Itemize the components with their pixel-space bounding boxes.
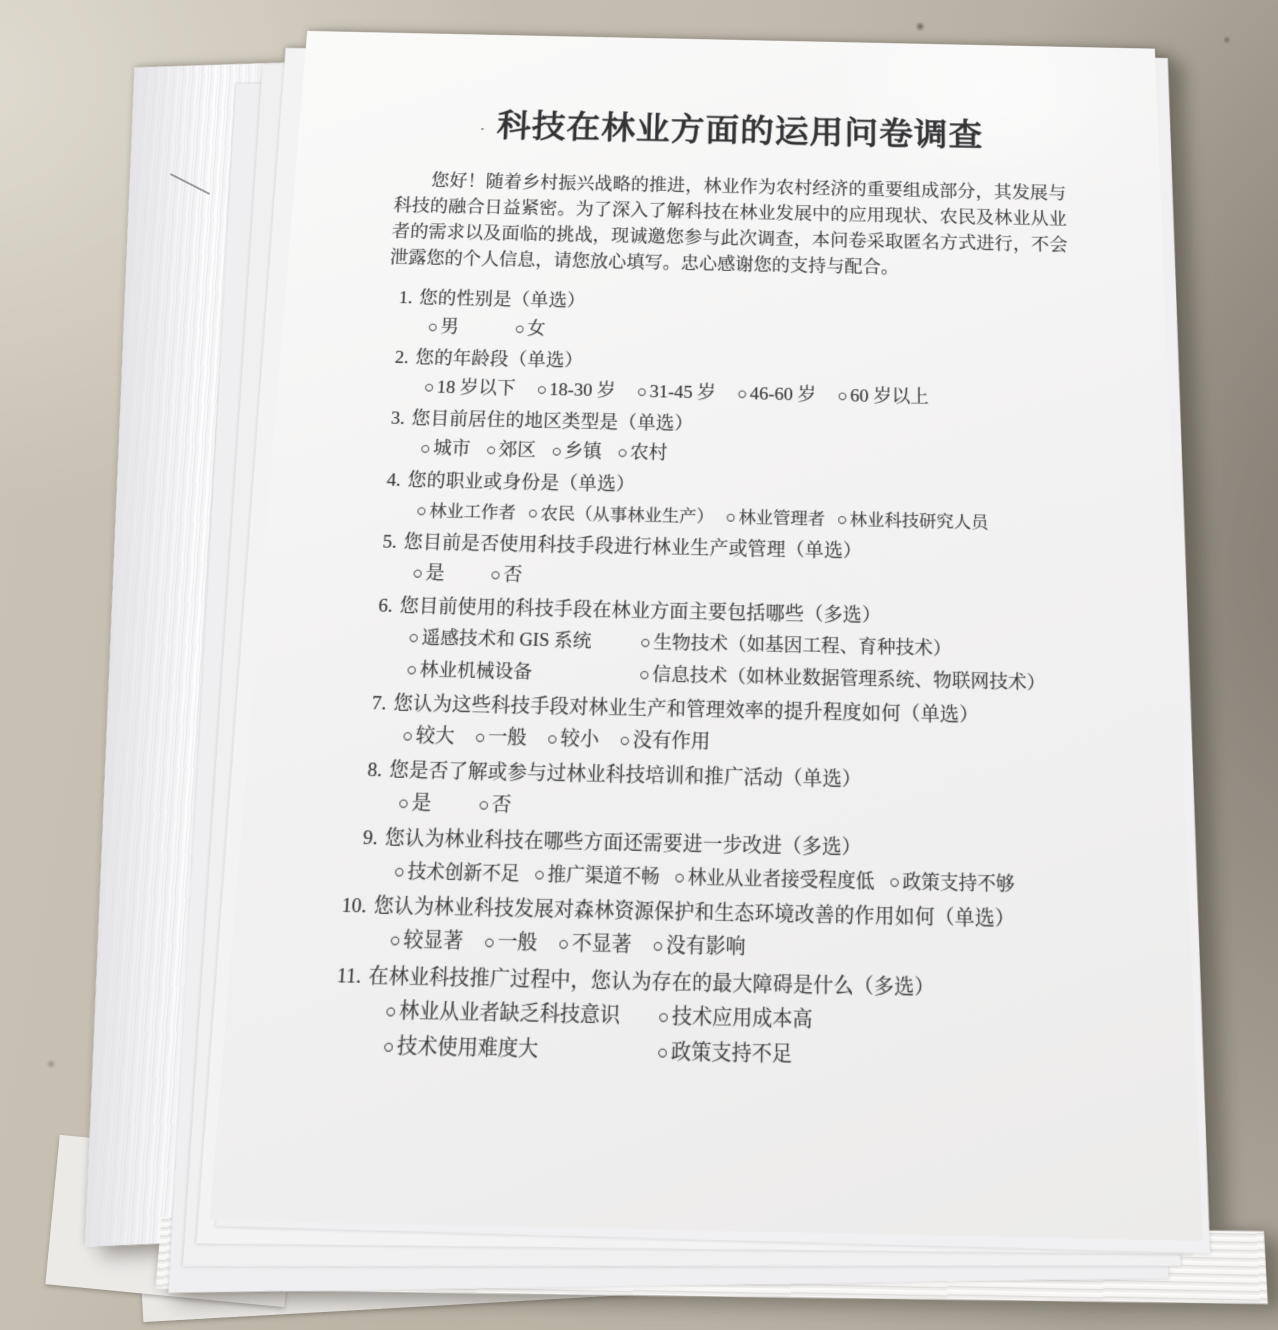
option-label: 技术创新不足 xyxy=(406,860,521,885)
option-label: 郊区 xyxy=(498,439,537,461)
question-number: 8. xyxy=(366,759,383,782)
question-list xyxy=(335,285,1090,1077)
paper-stack xyxy=(209,31,1203,1241)
option xyxy=(485,436,536,465)
option xyxy=(674,862,875,896)
option-label: 较小 xyxy=(559,728,600,751)
option xyxy=(725,503,825,532)
question-item xyxy=(343,891,1087,970)
option-label: 是 xyxy=(424,562,446,584)
question-number: 7. xyxy=(371,692,388,715)
question-item xyxy=(352,756,1083,833)
question-text: 您目前使用的科技手段在林业方面主要包括哪些（多选） xyxy=(399,595,882,627)
option-label: 生物技术（如基因工程、育种技术） xyxy=(652,633,952,660)
question-item xyxy=(385,285,1071,353)
option xyxy=(408,623,623,656)
option xyxy=(514,315,546,342)
option-label: 是 xyxy=(410,792,432,815)
option xyxy=(483,926,538,959)
radio-circle-icon: ○ xyxy=(639,631,652,652)
option-label: 信息技术（如林业数据管理系统、物联网技术） xyxy=(651,665,1046,694)
option xyxy=(639,660,1046,698)
radio-circle-icon: ○ xyxy=(412,562,425,583)
question-item xyxy=(376,405,1073,475)
option-label: 林业管理者 xyxy=(738,507,826,529)
radio-circle-icon: ○ xyxy=(408,626,421,648)
radio-circle-icon: ○ xyxy=(423,377,436,397)
radio-circle-icon: ○ xyxy=(514,318,526,338)
option xyxy=(652,930,746,963)
title-dot: · xyxy=(480,121,486,135)
question-text: 您认为林业科技在哪些方面还需要进一步改进（多选） xyxy=(384,827,862,860)
question-number: 11. xyxy=(336,964,362,989)
radio-circle-icon: ○ xyxy=(836,509,848,529)
question-text: 您目前居住的地区类型是（单选） xyxy=(411,408,694,435)
option-label: 林业机械设备 xyxy=(418,660,533,683)
radio-circle-icon: ○ xyxy=(725,506,737,527)
question-item xyxy=(361,592,1080,698)
question-text: 您认为林业科技发展对森林资源保护和生态环境改善的作用如何（单选） xyxy=(373,895,1016,932)
option xyxy=(536,376,616,405)
page-title-row xyxy=(398,106,1065,158)
radio-circle-icon: ○ xyxy=(617,442,629,462)
question-item xyxy=(372,467,1075,538)
question-item xyxy=(347,823,1085,900)
option xyxy=(427,313,459,340)
question-text: 您目前是否使用科技手段进行林业生产或管理（单选） xyxy=(403,532,863,563)
option-label: 农村 xyxy=(629,442,668,464)
option-label: 否 xyxy=(502,564,523,586)
option-label: 技术应用成本高 xyxy=(671,1005,813,1032)
option-label: 46-60 岁 xyxy=(749,384,817,406)
radio-circle-icon: ○ xyxy=(619,729,631,751)
option-label: 18 岁以下 xyxy=(436,377,516,399)
radio-circle-icon: ○ xyxy=(889,870,901,893)
option xyxy=(889,866,1015,898)
radio-circle-icon: ○ xyxy=(382,1034,396,1058)
option-label: 政策支持不足 xyxy=(670,1040,793,1067)
option-label: 遥感技术和 GIS 系统 xyxy=(420,628,592,652)
question-text: 您是否了解或参与过林业科技培训和推广活动（单选） xyxy=(388,759,862,792)
option-label: 没有作用 xyxy=(632,729,711,753)
option-label: 没有影响 xyxy=(665,934,746,959)
option xyxy=(382,1030,638,1068)
option xyxy=(416,497,517,526)
option-label: 推广渠道不畅 xyxy=(547,863,660,888)
radio-circle-icon: ○ xyxy=(384,999,398,1022)
option-label: 政策支持不够 xyxy=(902,870,1015,895)
option xyxy=(737,380,816,409)
radio-circle-icon: ○ xyxy=(656,1040,670,1064)
radio-circle-icon: ○ xyxy=(401,724,415,746)
option-label: 林业工作者 xyxy=(428,500,517,522)
option-label: 否 xyxy=(491,793,512,817)
option xyxy=(393,856,520,888)
radio-circle-icon: ○ xyxy=(406,658,419,680)
option xyxy=(551,437,602,466)
question-text: 在林业科技推广过程中，您认为存在的最大障碍是什么（多选） xyxy=(367,965,935,1001)
option-label: 较显著 xyxy=(402,929,464,954)
radio-circle-icon: ○ xyxy=(527,502,539,523)
option xyxy=(657,1036,792,1071)
option-label: 60 岁以上 xyxy=(850,386,929,408)
option xyxy=(389,924,464,957)
option xyxy=(384,995,639,1032)
option-label: 林业科技研究人员 xyxy=(849,509,989,532)
option xyxy=(637,378,717,407)
radio-circle-icon: ○ xyxy=(485,439,498,459)
question-number: 1. xyxy=(398,288,414,308)
option-label: 不显著 xyxy=(571,932,632,957)
question-text: 您的性别是（单选） xyxy=(418,288,586,312)
radio-circle-icon: ○ xyxy=(557,932,571,955)
option xyxy=(533,859,660,891)
option xyxy=(474,722,527,753)
option xyxy=(397,788,432,819)
option xyxy=(419,435,471,464)
option-label: 较大 xyxy=(414,725,456,748)
question-number: 2. xyxy=(394,347,410,368)
question-number: 10. xyxy=(341,894,368,918)
option xyxy=(837,382,928,411)
question-item xyxy=(357,689,1082,764)
radio-circle-icon: ○ xyxy=(652,934,665,957)
question-text: 您的职业或身份是（单选） xyxy=(407,470,636,496)
option xyxy=(478,790,512,821)
question-item xyxy=(380,345,1072,414)
radio-circle-icon: ○ xyxy=(419,438,432,458)
option xyxy=(527,499,714,530)
option-label: 31-45 岁 xyxy=(649,381,717,403)
option-label: 农民（从事林业生产） xyxy=(540,503,715,526)
radio-circle-icon: ○ xyxy=(474,726,487,748)
radio-circle-icon: ○ xyxy=(638,663,651,685)
question-number: 6. xyxy=(377,595,394,617)
option-label: 男 xyxy=(439,317,460,338)
question-text: 您认为这些科技手段对林业生产和管理效率的提升程度如何（单选） xyxy=(392,693,980,727)
option xyxy=(617,439,668,468)
option xyxy=(658,1001,813,1036)
radio-circle-icon: ○ xyxy=(397,791,411,814)
option-label: 林业从业者接受程度低 xyxy=(687,866,875,892)
question-number: 5. xyxy=(381,531,398,553)
option-label: 一般 xyxy=(487,726,528,750)
question-number: 9. xyxy=(362,826,379,850)
question-item xyxy=(335,961,1090,1077)
radio-circle-icon: ○ xyxy=(837,385,849,405)
radio-circle-icon: ○ xyxy=(737,383,749,403)
radio-circle-icon: ○ xyxy=(415,500,428,520)
radio-circle-icon: ○ xyxy=(546,727,559,749)
option xyxy=(423,373,516,402)
option xyxy=(547,724,600,755)
option xyxy=(402,721,456,752)
radio-circle-icon: ○ xyxy=(636,381,648,401)
radio-circle-icon: ○ xyxy=(477,793,491,815)
radio-circle-icon: ○ xyxy=(427,317,439,336)
radio-circle-icon: ○ xyxy=(393,860,407,882)
option-label: 乡镇 xyxy=(563,441,603,463)
radio-circle-icon: ○ xyxy=(389,928,402,951)
option-label: 技术使用难度大 xyxy=(396,1035,539,1062)
radio-circle-icon: ○ xyxy=(483,930,496,953)
option-label: 18-30 岁 xyxy=(548,379,616,401)
option xyxy=(619,725,711,757)
radio-circle-icon: ○ xyxy=(533,863,546,885)
option-label: 林业从业者缺乏科技意识 xyxy=(398,999,621,1028)
option xyxy=(558,928,632,961)
question-text: 您的年龄段（单选） xyxy=(414,348,584,372)
option xyxy=(490,560,523,589)
question-number: 4. xyxy=(386,469,402,491)
radio-circle-icon: ○ xyxy=(489,564,502,585)
option xyxy=(837,505,989,535)
questionnaire-page xyxy=(209,31,1203,1241)
option-label: 女 xyxy=(526,319,546,339)
radio-circle-icon: ○ xyxy=(551,441,563,461)
option xyxy=(406,655,622,689)
option xyxy=(412,559,446,588)
question-number: 3. xyxy=(390,408,406,429)
option-label: 一般 xyxy=(496,931,538,955)
option-label: 城市 xyxy=(432,438,471,460)
radio-circle-icon: ○ xyxy=(536,379,548,399)
page-title: 科技在林业方面的运用问卷调查 xyxy=(495,108,984,154)
intro-paragraph: 您好！随着乡村振兴战略的推进，林业作为农村经济的重要组成部分，其发展与科技的融合日益紧密。为了深入了解科技在林业发展中的应用现状、农民及林业从业者的需求以及面临的挑战，现诚邀您参与此次调查，本问卷采取匿名方式进行，不会泄露您的个人信息，请您放心填写。忠心感谢您的支持与配合。 xyxy=(389,171,1068,278)
radio-circle-icon: ○ xyxy=(673,866,686,888)
question-item xyxy=(368,529,1077,602)
radio-circle-icon: ○ xyxy=(657,1005,670,1028)
option xyxy=(640,628,952,664)
